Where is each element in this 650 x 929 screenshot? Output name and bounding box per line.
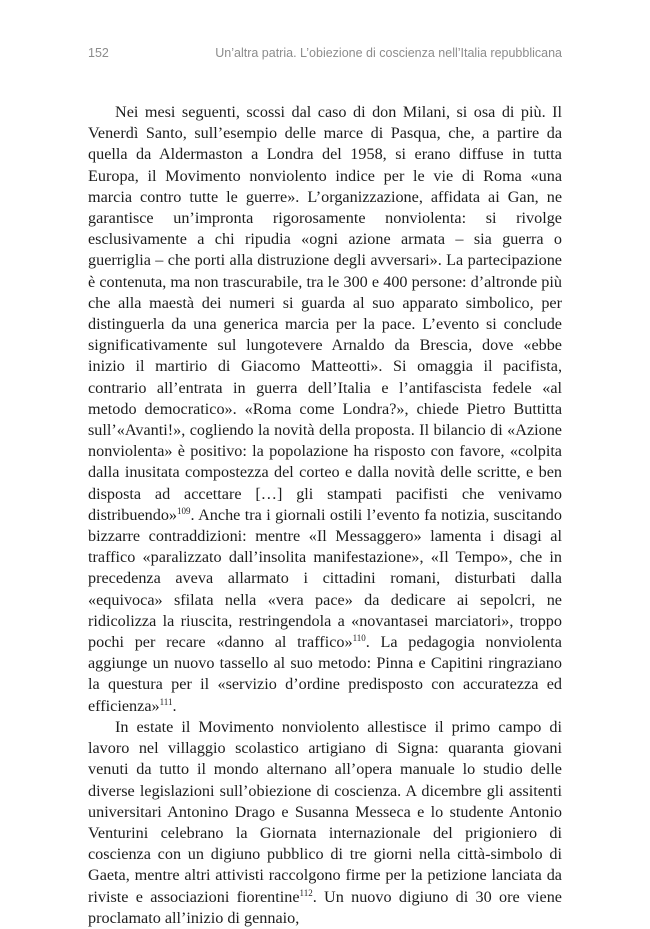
running-title: Un’altra patria. L’obiezione di coscienza nell’Italia repubblicana (215, 46, 562, 60)
footnote-ref: 112 (299, 887, 313, 898)
paragraph (88, 717, 562, 929)
page-number: 152 (88, 46, 109, 60)
footnote-ref: 109 (177, 505, 191, 516)
footnote-ref: 110 (352, 633, 366, 644)
body-text (88, 102, 562, 929)
text-run: . Anche tra i giornali ostili l’evento fa notizia, suscitando bizzarre contraddizioni: mentre «Il Messaggero» lamenta i disagi al traffico «paralizzato dall’insolita manifestazione», «Il Tempo», che in precedenza aveva allarmato i cittadini romani, disturbati dalla «equivoca» sfilata nella «vera pace» da dedicare ai sepolcri, ne ridicolizza la riuscita, restringendola a «novantasei marciatori», troppo pochi per recare «danno al traffico» (88, 505, 562, 652)
paragraph (88, 102, 562, 717)
text-run: . La pedagogia nonviolenta aggiunge un nuovo tassello al suo metodo: Pinna e Capitini ringraziano la questura per il «servizio d’ordine predisposto con accuratezza ed efficienza» (88, 633, 562, 715)
text-run: . (172, 696, 177, 715)
text-run: Nei mesi seguenti, scossi dal caso di don Milani, si osa di più. Il Venerdì Santo, sull’esempio delle marce di Pasqua, che, a partire da quella da Aldermaston a Londra del 1958, si erano diffuse in tutta Europa, il Movimento nonviolento indice per le vie di Roma «una marcia contro tutte le guerre». L’organizzazione, affidata ai Gan, ne garantisce un’impronta rigorosamente nonviolenta: si rivolge esclusivamente a chi ripudia «ogni azione armata – sia guerra o guerriglia – che porti alla distruzione degli avversari». La partecipazione è contenuta, ma non trascurabile, tra le 300 e 400 persone: d’altronde più che alla maestà dei numeri si guarda al suo apparato simbolico, per distinguerla da una generica marcia per la pace. L’evento si conclude significativamente sul lungotevere Arnaldo da Brescia, dove «ebbe inizio il martirio di Giacomo Matteotti». Si omaggia il pacifista, contrario all’entrata in guerra dell’Italia e l’antifascista fedele «al metodo democratico». «Roma come Londra?», chiede Pietro Buttitta sull’«Avanti!», cogliendo la novità della proposta. Il bilancio di «Azione nonviolenta» è positivo: la popolazione ha risposto con favore, «colpita dalla inusitata compostezza del corteo e dalla novità delle scritte, e ben disposta ad accettare […] gli stampati pacifisti che venivamo distribuendo» (88, 103, 562, 524)
footnote-ref: 111 (159, 696, 173, 707)
text-run: In estate il Movimento nonviolento allestisce il primo campo di lavoro nel villaggio scolastico artigiano di Signa: quaranta giovani venuti da tutto il mondo alternano all’opera manuale lo studio delle diverse legislazioni sull’obiezione di coscienza. A dicembre gli assitenti universitari Antonino Drago e Susanna Messeca e lo studente Antonio Venturini celebrano la Giornata internazionale del prigioniero di coscienza con un digiuno pubblico di tre giorni nella città-simbolo di Gaeta, mentre altri attivisti raccolgono firme per la petizione lanciata da riviste e associazioni fiorentine (88, 717, 562, 906)
text-run: . Un nuovo digiuno di 30 ore viene proclamato all’inizio di gennaio, (88, 887, 562, 927)
running-header (88, 46, 562, 66)
